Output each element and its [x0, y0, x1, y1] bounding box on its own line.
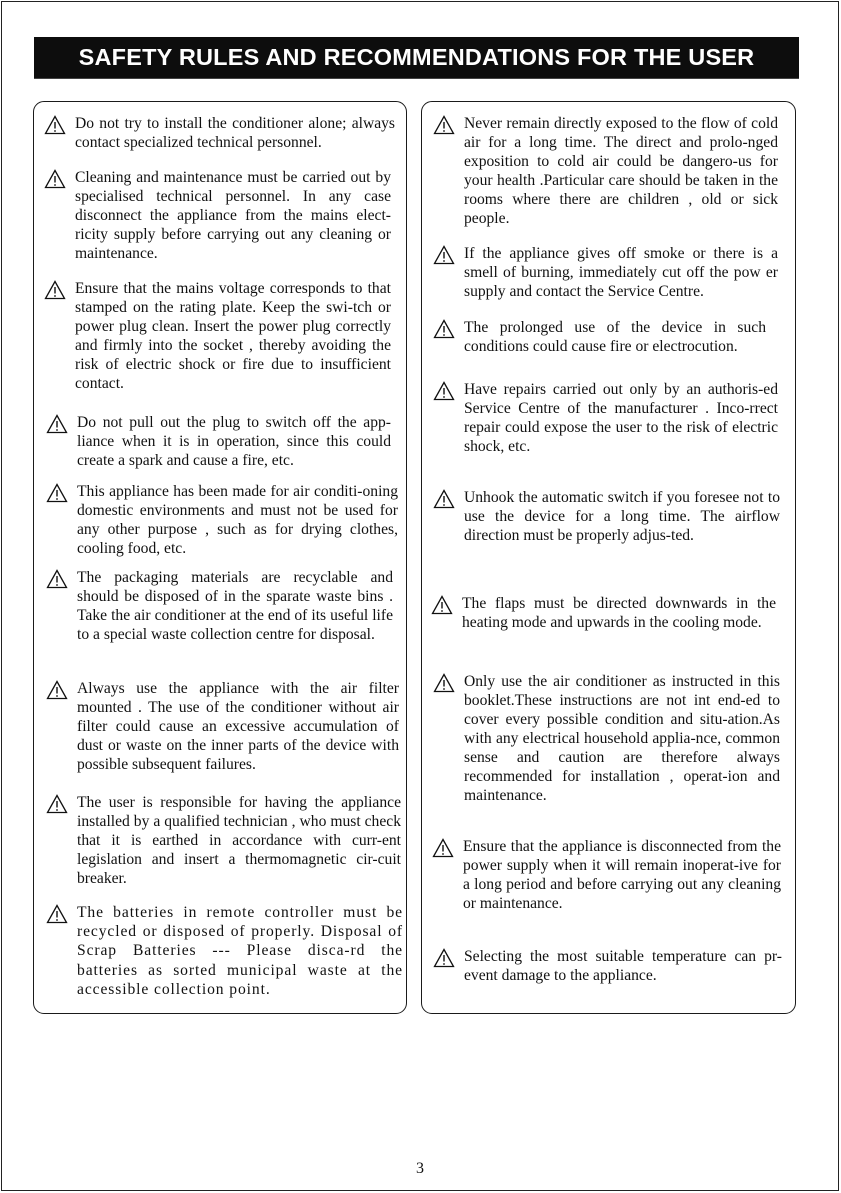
left-item-3 [75, 279, 391, 393]
warning-triangle-icon [433, 319, 455, 339]
right-item-9 [464, 947, 782, 985]
left-item-9-text: The batteries in remote controller must be recycled or disposed of properly. Disposal of Scrap Batteries --- Please disca-rd the batteries as sorted municipal waste at the accessible collection point. [77, 904, 403, 998]
right-item-5-text: Unhook the automatic switch if you foresee not to use the device for a long time. The airflow direction must be properly adjus-ted. [464, 489, 780, 544]
warning-triangle-icon [433, 381, 455, 401]
right-item-2 [464, 244, 778, 301]
warning-triangle-icon [46, 483, 68, 503]
warning-triangle-icon [46, 414, 68, 434]
right-item-7-text: Only use the air conditioner as instructed in this booklet.These instructions are not int end-ed to cover every possible condition and situ-ation.As with any electrical household applia-nce, common sense and caution are therefore always recommended for installation , operat-ion and maintenance. [464, 673, 780, 804]
left-item-1 [75, 114, 395, 152]
left-item-2 [75, 168, 391, 263]
right-item-1-text: Never remain directly exposed to the flow of cold air for a long time. The direct and prolo-nged exposition to cold air could be dangero-us for your health .Particular care should be taken in the rooms where there are children , old or sick people. [464, 115, 778, 227]
right-item-7 [464, 672, 780, 805]
left-item-8-text: The user is responsible for having the appliance installed by a qualified technician , who must check that it is earthed in accordance with curr-ent legislation and insert a thermomagnetic cir-cuit breaker. [77, 794, 401, 887]
right-item-8 [463, 837, 781, 913]
page-title: SAFETY RULES AND RECOMMENDATIONS FOR THE USER [34, 37, 799, 79]
left-item-8 [77, 793, 401, 888]
warning-triangle-icon [433, 673, 455, 693]
right-item-6-text: The flaps must be directed downwards in the heating mode and upwards in the cooling mode. [462, 595, 776, 631]
left-item-1-text: Do not try to install the conditioner alone; always contact specialized technical personnel. [75, 115, 395, 151]
left-item-6-text: The packaging materials are recyclable and should be disposed of in the sparate waste bins . Take the air conditioner at the end of its useful life to a special waste collection centre for disposal. [77, 569, 393, 643]
warning-triangle-icon [433, 948, 455, 968]
warning-triangle-icon [433, 115, 455, 135]
right-item-4-text: Have repairs carried out only by an authoris-ed Service Centre of the manufacturer . Inco-rrect repair could expose the user to the risk of electric shock, etc. [464, 381, 778, 455]
left-item-7-text: Always use the appliance with the air filter mounted . The use of the conditioner without air filter could cause an excessive accumulation of dust or waste on the inner parts of the device with possible subsequent failures. [77, 680, 399, 773]
warning-triangle-icon [433, 245, 455, 265]
left-item-4 [77, 413, 391, 470]
warning-triangle-icon [44, 280, 66, 300]
warning-triangle-icon [44, 115, 66, 135]
right-item-6 [462, 594, 776, 632]
left-item-5 [77, 482, 398, 558]
left-item-7 [77, 679, 399, 774]
right-item-4 [464, 380, 778, 456]
right-item-3 [464, 318, 766, 356]
right-item-8-text: Ensure that the appliance is disconnected from the power supply when it will remain inoperat-ive for a long period and before carrying out any cleaning or maintenance. [463, 838, 781, 912]
warning-triangle-icon [44, 169, 66, 189]
page-number: 3 [416, 1160, 424, 1177]
right-item-3-text: The prolonged use of the device in such conditions could cause fire or electrocution. [464, 319, 766, 355]
warning-triangle-icon [433, 489, 455, 509]
left-item-6 [77, 568, 393, 644]
right-item-9-text: Selecting the most suitable temperature can pr-event damage to the appliance. [464, 948, 782, 984]
warning-triangle-icon [432, 838, 454, 858]
right-item-5 [464, 488, 780, 545]
warning-triangle-icon [431, 595, 453, 615]
left-item-2-text: Cleaning and maintenance must be carried out by specialised technical personnel. In any case disconnect the appliance from the mains elect-ricity supply before carrying out any cleaning or maintenance. [75, 169, 391, 262]
warning-triangle-icon [46, 904, 68, 924]
left-item-5-text: This appliance has been made for air conditi-oning domestic environments and must not be used for any other purpose , such as for drying clothes, cooling food, etc. [77, 483, 398, 557]
right-item-2-text: If the appliance gives off smoke or there is a smell of burning, immediately cut off the pow er supply and contact the Service Centre. [464, 245, 778, 300]
right-item-1 [464, 114, 778, 228]
warning-triangle-icon [46, 680, 68, 700]
left-item-3-text: Ensure that the mains voltage corresponds to that stamped on the rating plate. Keep the swi-tch or power plug clean. Insert the power plug correctly and firmly into the socket , thereby avoiding the risk of electric shock or fire due to insufficient contact. [75, 280, 391, 392]
warning-triangle-icon [46, 569, 68, 589]
warning-triangle-icon [46, 794, 68, 814]
left-item-9 [77, 903, 403, 999]
left-item-4-text: Do not pull out the plug to switch off the app-liance when it is in operation, since this could create a spark and cause a fire, etc. [77, 414, 391, 469]
